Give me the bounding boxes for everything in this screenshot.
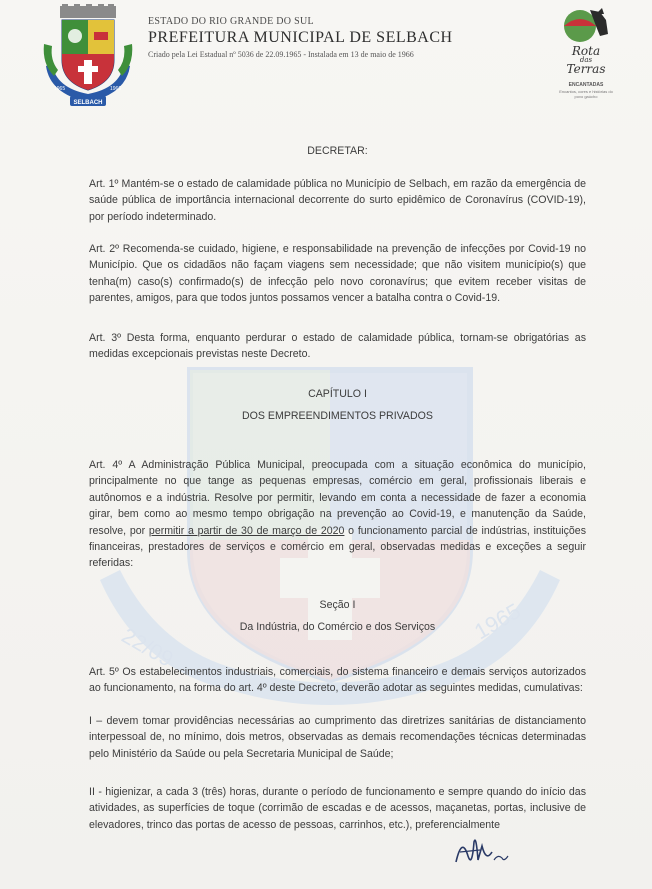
crest-label: SELBACH (73, 100, 103, 106)
article-5: Art. 5º Os estabelecimentos industriais, comerciais, do sistema financeiro e demais serviços autorizados ao funcionamento, na forma do art. 4º deste Decreto, deverão adotar as seguintes medidas, cumulativas: (89, 666, 586, 695)
rota-title: Rota das Terras (566, 44, 606, 76)
prefecture-name: PREFEITURA MUNICIPAL DE SELBACH (148, 29, 453, 46)
section-subtitle: Da Indústria, do Comércio e dos Serviços (239, 621, 436, 633)
state-name: ESTADO DO RIO GRANDE DO SUL (148, 16, 314, 27)
article-4-date-highlight: permitir a partir de 30 de março de 2020 (148, 524, 345, 537)
article-4: Art. 4º A Administração Pública Municipal, preocupada com a situação econômica do município, principalmente no que tange as pequenas empresas, comércio em geral, profissionais liberais e autônomos e a indústria. Resolve por permitir, levando em conta a necessidade de fazer a economia girar, bem como ao mesmo tempo obrigação na prevenção ao Covid-19, e manutenção da Saúde, resolve, por permitir a partir de 30 de março de 2020 o funcionamento parcial de indústrias, instituições financeiras, prestadores de serviços e comércio em geral, observadas medidas e exceções a seguir referidas: (89, 459, 586, 570)
watermark-year-right: 1965 (470, 598, 525, 645)
section-title: Seção I (319, 599, 356, 611)
item-1: I – devem tomar providências necessárias ao cumprimento das diretrizes sanitárias de distanciamento interpessoal de, no mínimo, dois metros, observadas as demais recomendações técnicas determinadas pelo Ministério da Saúde ou pela Secretaria Municipal de Saúde; (89, 715, 586, 760)
article-1: Art. 1º Mantém-se o estado de calamidade pública no Município de Selbach, em razão da emergência de saúde pública de importância internacional decorrente do surto epidêmico de Coronavírus (COVID-19), por período indeterminado. (89, 178, 586, 223)
crest-year-right: 1966 (110, 86, 122, 92)
article-2: Art. 2º Recomenda-se cuidado, higiene, e responsabilidade na prevenção de infecções por Covid-19 no Município. Que os cidadãos não façam viagens sem necessidade; que não visitem município(s) que tenha(m) caso(s) confirmado(s) de infecção pelo novo coronavírus; que evitem receber visitas de parentes, amigos, para que todos juntos possamos vencer a batalha contra o Covid-19. (89, 243, 586, 305)
decree-heading: DECRETAR: (307, 145, 368, 157)
creation-law: Criado pela Lei Estadual nº 5036 de 22.09.1965 - Instalada em 13 de maio de 1966 (148, 50, 414, 59)
letterhead (148, 16, 548, 59)
watermark-year-left: 22/09 (117, 622, 178, 672)
article-3: Art. 3º Desta forma, enquanto perdurar o estado de calamidade pública, tornam-se obrigatórias as medidas excepcionais previstas neste Decreto. (89, 332, 586, 361)
rota-subtitle: ENCANTADAS (568, 82, 604, 88)
item-2: II - higienizar, a cada 3 (três) horas, durante o período de funcionamento e sempre quando do início das atividades, as superfícies de toque (corrimão de escadas e de acessos, maçanetas, portas, inclusive de elevadores, trinco das portas de acesso de pessoas, carrinhos, etc.), preferencialmente (89, 786, 586, 831)
chapter-subtitle: DOS EMPREENDIMENTOS PRIVADOS (242, 410, 433, 422)
crest-year-left: 1965 (54, 86, 66, 92)
rota-tagline: Encantos, cores e histórias do povo gaúcho (559, 89, 613, 99)
chapter-title: CAPÍTULO I (308, 388, 367, 400)
signature-icon (452, 832, 512, 872)
selbach-crest-icon (40, 4, 136, 108)
